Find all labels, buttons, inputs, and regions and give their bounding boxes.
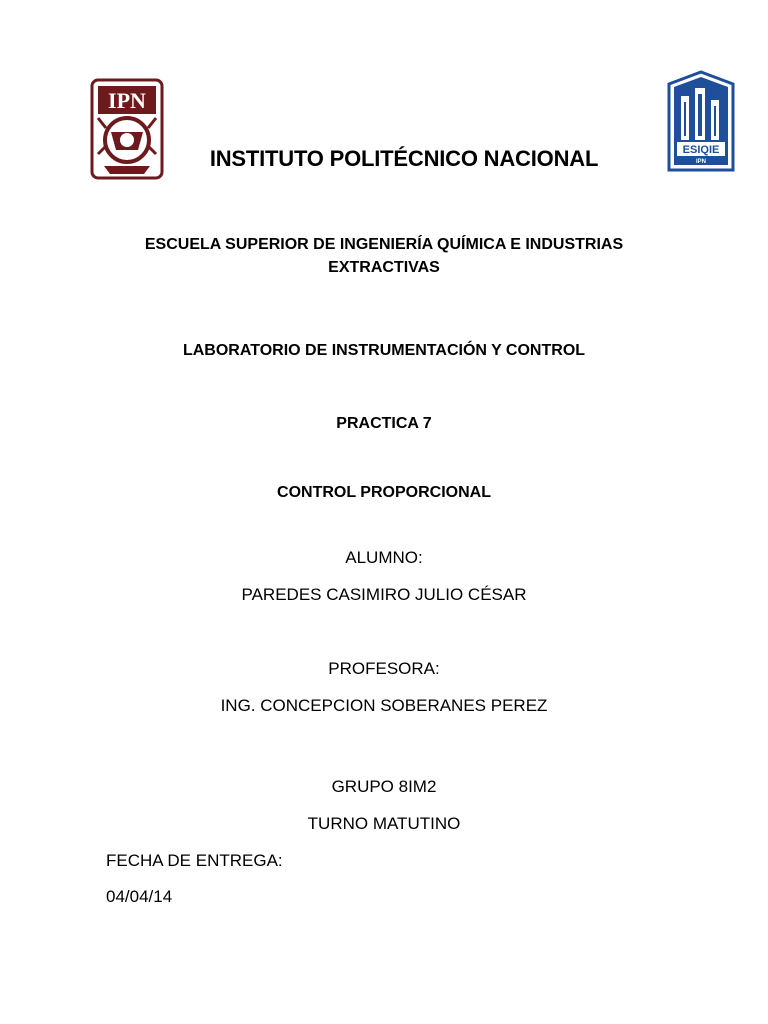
student-name: PAREDES CASIMIRO JULIO CÉSAR	[241, 585, 527, 604]
due-date-label: FECHA DE ENTREGA:	[106, 851, 283, 870]
professor-label: PROFESORA:	[328, 659, 440, 678]
school-name-line2: EXTRACTIVAS	[328, 259, 440, 276]
student-label: ALUMNO:	[345, 548, 423, 567]
institution-title: INSTITUTO POLITÉCNICO NACIONAL	[209, 146, 599, 171]
school-name-line1: ESCUELA SUPERIOR DE INGENIERÍA QUÍMICA E INDUSTRIAS	[144, 236, 624, 253]
svg-text:IPN: IPN	[108, 88, 146, 113]
professor-name: ING. CONCEPCION SOBERANES PEREZ	[220, 696, 548, 715]
group-label: GRUPO 8IM2	[331, 777, 437, 796]
svg-text:ESIQIE: ESIQIE	[682, 144, 720, 156]
svg-text:IPN: IPN	[695, 159, 707, 165]
shift-label: TURNO MATUTINO	[307, 814, 461, 833]
due-date-value: 04/04/14	[106, 887, 173, 906]
practice-topic: CONTROL PROPORCIONAL	[277, 484, 491, 501]
laboratory-name: LABORATORIO DE INSTRUMENTACIÓN Y CONTROL	[182, 342, 586, 359]
practice-number: PRACTICA 7	[336, 415, 432, 432]
